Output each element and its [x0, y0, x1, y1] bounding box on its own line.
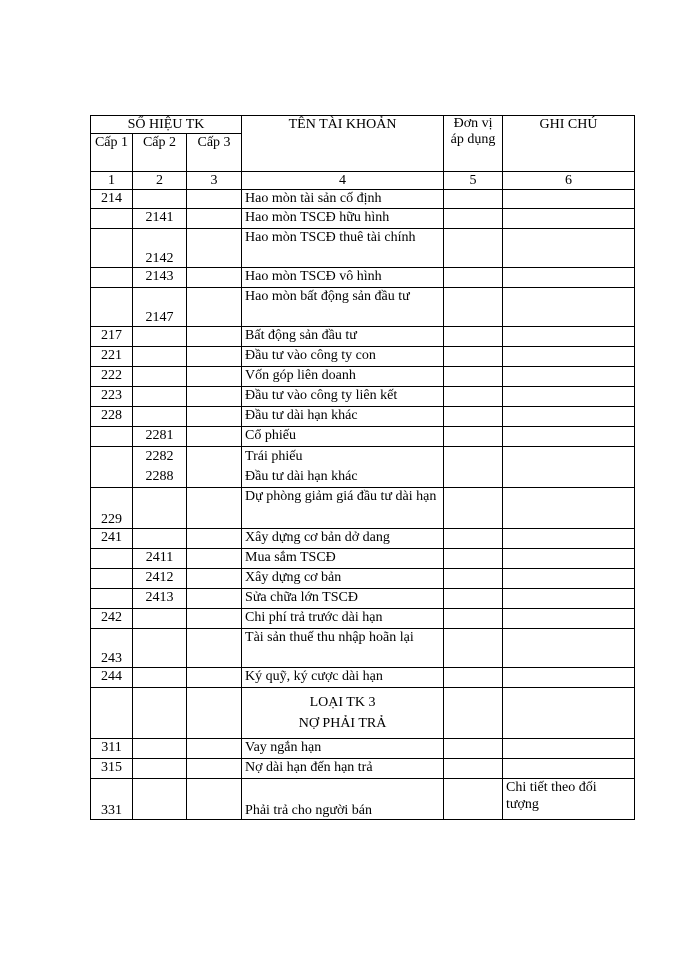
- cell-account-name: Sửa chữa lớn TSCĐ: [242, 589, 444, 609]
- cell-account-name: Bất động sản đầu tư: [242, 327, 444, 347]
- cell-account-name: Tài sản thuế thu nhập hoãn lại: [242, 629, 444, 668]
- cell-cap2: 2413: [133, 589, 187, 609]
- cell-account-name: Đầu tư dài hạn khác: [242, 407, 444, 427]
- cell-don-vi: [444, 427, 503, 447]
- cell-cap1: 241: [91, 529, 133, 549]
- cell-cap1: [91, 589, 133, 609]
- cell-account-name: Dự phòng giảm giá đầu tư dài hạn: [242, 488, 444, 529]
- cell-don-vi: [444, 569, 503, 589]
- table-row: [91, 529, 635, 549]
- cell-cap2: [133, 387, 187, 407]
- cell-cap2: 2142: [133, 229, 187, 268]
- cell-cap1: [91, 447, 133, 488]
- cell-cap1: [91, 288, 133, 327]
- cell-ghi-chu: [503, 288, 635, 327]
- cell-cap3: [187, 549, 242, 569]
- cell-cap3: [187, 609, 242, 629]
- cell-cap3: [187, 589, 242, 609]
- table-row: [91, 759, 635, 779]
- table-row: [91, 779, 635, 820]
- cell-cap3: [187, 759, 242, 779]
- cell-cap3: [187, 387, 242, 407]
- cell-cap2: [133, 447, 187, 488]
- cell-ghi-chu: [503, 407, 635, 427]
- cell-cap3: [187, 327, 242, 347]
- cell-cap3: [187, 229, 242, 268]
- col-number-4: 4: [242, 172, 444, 190]
- cell-cap2: [133, 629, 187, 668]
- cell-don-vi: [444, 529, 503, 549]
- table-row: [91, 629, 635, 668]
- cell-ghi-chu: [503, 427, 635, 447]
- table-row: [91, 589, 635, 609]
- cell-cap1: [91, 268, 133, 288]
- cell-ghi-chu: [503, 668, 635, 688]
- liability-rows: [91, 739, 635, 820]
- cell-don-vi: [444, 609, 503, 629]
- cell-cap1: 228: [91, 407, 133, 427]
- cell-don-vi: [444, 288, 503, 327]
- cell-cap2: 2141: [133, 209, 187, 229]
- cell-cap2: 2411: [133, 549, 187, 569]
- cell-cap2: [133, 668, 187, 688]
- cell-cap3: [187, 209, 242, 229]
- cell-cap3: [187, 427, 242, 447]
- cell-account-name: Vốn góp liên doanh: [242, 367, 444, 387]
- cell-account-name: Hao mòn bất động sản đầu tư: [242, 288, 444, 327]
- column-number-row: [91, 172, 635, 190]
- table-row: [91, 288, 635, 327]
- cell-cap2-a: 2282: [145, 449, 174, 464]
- cell-ghi-chu: [503, 367, 635, 387]
- cell-cap1: [91, 209, 133, 229]
- cell-cap1: 223: [91, 387, 133, 407]
- col-number-1: 1: [91, 172, 133, 190]
- chart-of-accounts-table: [90, 115, 635, 820]
- cell-cap3: [187, 190, 242, 209]
- header-ten-tai-khoan: TÊN TÀI KHOẢN: [242, 116, 444, 172]
- cell-don-vi: [444, 488, 503, 529]
- table-row: [91, 427, 635, 447]
- cell-cap1: 222: [91, 367, 133, 387]
- account-rows: [91, 190, 635, 688]
- cell-cap1: [91, 229, 133, 268]
- cell-cap1: [91, 549, 133, 569]
- section-row: [91, 688, 635, 739]
- cell-ghi-chu: [503, 759, 635, 779]
- cell-cap2: [133, 529, 187, 549]
- table-row: [91, 367, 635, 387]
- table-row: [91, 488, 635, 529]
- cell-account-name: Đầu tư vào công ty liên kết: [242, 387, 444, 407]
- cell-cap3: [187, 739, 242, 759]
- cell-account-name: [242, 447, 444, 488]
- cell-cap2: 2143: [133, 268, 187, 288]
- cell-cap2: [133, 327, 187, 347]
- table-row: [91, 609, 635, 629]
- cell-account-name: Chi phí trả trước dài hạn: [242, 609, 444, 629]
- cell-account-name: Xây dựng cơ bản dở dang: [242, 529, 444, 549]
- cell-don-vi: [444, 407, 503, 427]
- col-number-5: 5: [444, 172, 503, 190]
- cell-ghi-chu: [503, 268, 635, 288]
- cell-cap1: 311: [91, 739, 133, 759]
- table-row: [91, 190, 635, 209]
- cell-cap2: 2412: [133, 569, 187, 589]
- cell-account-name: Hao mòn TSCĐ hữu hình: [242, 209, 444, 229]
- table-row: [91, 549, 635, 569]
- cell-cap3: [187, 268, 242, 288]
- cell-account-name: Xây dựng cơ bản: [242, 569, 444, 589]
- cell-don-vi: [444, 589, 503, 609]
- cell-cap3: [187, 779, 242, 820]
- cell-cap1: 243: [91, 629, 133, 668]
- cell-account-name: Hao mòn TSCĐ vô hình: [242, 268, 444, 288]
- cell-don-vi: [444, 629, 503, 668]
- header-ghi-chu: GHI CHÚ: [503, 116, 635, 172]
- cell-ghi-chu: Chi tiết theo đối tượng: [503, 779, 635, 820]
- cell-cap1: 217: [91, 327, 133, 347]
- cell-account-name: Đầu tư vào công ty con: [242, 347, 444, 367]
- header-cap-3: Cấp 3: [187, 134, 242, 172]
- cell-account-name: Mua sắm TSCĐ: [242, 549, 444, 569]
- cell-don-vi: [444, 447, 503, 488]
- cell-don-vi: [444, 268, 503, 288]
- cell-account-name: Vay ngắn hạn: [242, 739, 444, 759]
- cell-cap1: [91, 569, 133, 589]
- cell-cap2: [133, 367, 187, 387]
- table-row: [91, 347, 635, 367]
- table-row: [91, 447, 635, 488]
- cell-account-name: Nợ dài hạn đến hạn trả: [242, 759, 444, 779]
- cell-don-vi: [444, 229, 503, 268]
- table-row: [91, 327, 635, 347]
- section-line-2: NỢ PHẢI TRẢ: [298, 716, 387, 731]
- header-row-1: [91, 116, 635, 134]
- table-row: [91, 739, 635, 759]
- cell-cap3: [187, 367, 242, 387]
- cell-account-name: Phải trả cho người bán: [242, 779, 444, 820]
- cell-ghi-chu: [503, 327, 635, 347]
- cell-don-vi: [444, 387, 503, 407]
- table-row: [91, 668, 635, 688]
- header-so-hieu: SỐ HIỆU TK: [91, 116, 242, 134]
- cell-cap2-b: 2288: [145, 469, 174, 484]
- cell-ghi-chu: [503, 190, 635, 209]
- col-number-6: 6: [503, 172, 635, 190]
- cell-cap1: 315: [91, 759, 133, 779]
- cell-ghi-chu: [503, 629, 635, 668]
- table-row: [91, 209, 635, 229]
- section-line-1: LOẠI TK 3: [309, 695, 376, 710]
- cell-don-vi: [444, 739, 503, 759]
- cell-cap1: 214: [91, 190, 133, 209]
- cell-ghi-chu: [503, 529, 635, 549]
- cell-cap1: 221: [91, 347, 133, 367]
- cell-ghi-chu: [503, 589, 635, 609]
- table-row: [91, 229, 635, 268]
- cell-don-vi: [444, 759, 503, 779]
- cell-cap3: [187, 288, 242, 327]
- table-row: [91, 268, 635, 288]
- cell-cap2: [133, 739, 187, 759]
- cell-cap2: [133, 407, 187, 427]
- cell-cap2: [133, 609, 187, 629]
- col-number-3: 3: [187, 172, 242, 190]
- cell-don-vi: [444, 668, 503, 688]
- cell-ghi-chu: [503, 447, 635, 488]
- cell-don-vi: [444, 347, 503, 367]
- cell-cap2: 2281: [133, 427, 187, 447]
- cell-cap1: 229: [91, 488, 133, 529]
- cell-cap2: [133, 488, 187, 529]
- cell-cap1: 244: [91, 668, 133, 688]
- cell-don-vi: [444, 190, 503, 209]
- header-cap-2: Cấp 2: [133, 134, 187, 172]
- cell-don-vi: [444, 549, 503, 569]
- cell-ghi-chu: [503, 488, 635, 529]
- cell-don-vi: [444, 779, 503, 820]
- cell-ghi-chu: [503, 347, 635, 367]
- cell-cap3: [187, 447, 242, 488]
- cell-cap2: [133, 190, 187, 209]
- table-row: [91, 569, 635, 589]
- account-name-a: Trái phiếu: [245, 449, 303, 464]
- cell-ghi-chu: [503, 739, 635, 759]
- cell-don-vi: [444, 209, 503, 229]
- cell-cap3: [187, 668, 242, 688]
- cell-account-name: Cổ phiếu: [242, 427, 444, 447]
- table-row: [91, 407, 635, 427]
- col-number-2: 2: [133, 172, 187, 190]
- cell-cap3: [187, 569, 242, 589]
- cell-ghi-chu: [503, 609, 635, 629]
- cell-cap3: [187, 407, 242, 427]
- cell-cap1: [91, 427, 133, 447]
- cell-don-vi: [444, 327, 503, 347]
- cell-cap2: [133, 759, 187, 779]
- section-title: [242, 688, 444, 739]
- header-don-vi: Đơn vị áp dụng: [444, 116, 503, 172]
- cell-cap3: [187, 529, 242, 549]
- cell-cap3: [187, 488, 242, 529]
- cell-ghi-chu: [503, 209, 635, 229]
- cell-ghi-chu: [503, 569, 635, 589]
- cell-ghi-chu: [503, 387, 635, 407]
- header-cap-1: Cấp 1: [91, 134, 133, 172]
- cell-cap3: [187, 629, 242, 668]
- cell-account-name: Hao mòn tài sản cố định: [242, 190, 444, 209]
- cell-cap2: [133, 347, 187, 367]
- cell-ghi-chu: [503, 549, 635, 569]
- cell-account-name: Ký quỹ, ký cược dài hạn: [242, 668, 444, 688]
- cell-cap1: 331: [91, 779, 133, 820]
- cell-cap1: 242: [91, 609, 133, 629]
- cell-cap2: 2147: [133, 288, 187, 327]
- cell-ghi-chu: [503, 229, 635, 268]
- cell-cap3: [187, 347, 242, 367]
- cell-account-name: Hao mòn TSCĐ thuê tài chính: [242, 229, 444, 268]
- account-name-b: Đầu tư dài hạn khác: [245, 469, 358, 484]
- cell-don-vi: [444, 367, 503, 387]
- table-row: [91, 387, 635, 407]
- cell-cap2: [133, 779, 187, 820]
